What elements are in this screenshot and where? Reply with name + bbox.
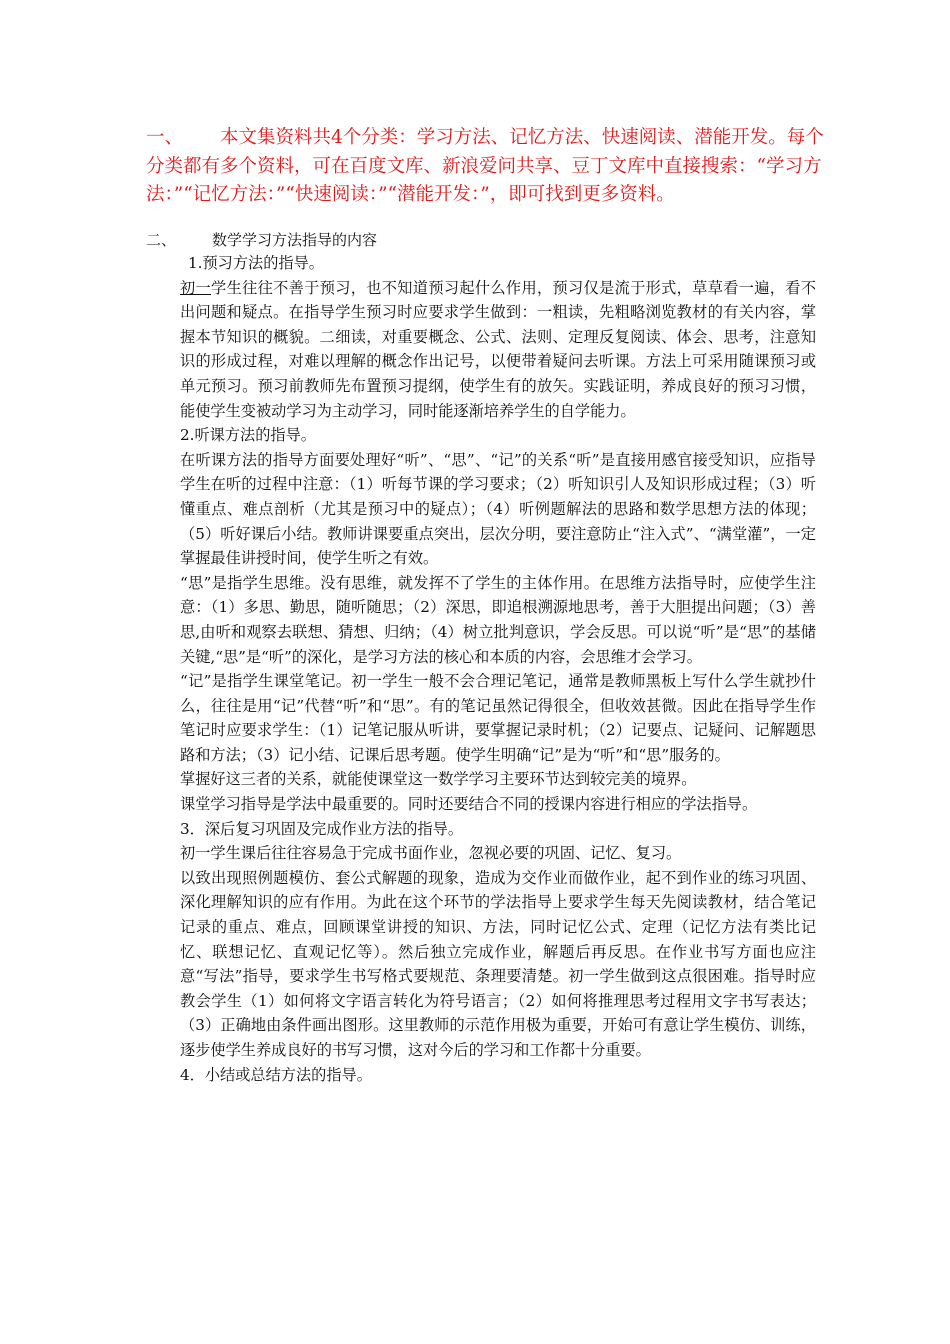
section-2-heading — [146, 228, 377, 252]
paragraph-thinking: “思”是指学生思维。没有思维，就发挥不了学生的主体作用。在思维方法指导时，应使学生注意：（1）多思、勤思，随听随思；（2）深思，即追根溯源地思考，善于大胆提出问题；（3）善思,由听和观察去联想、猜想、归纳；（4）树立批判意识，学会反思。可以说“听”是“思”的基储关键,“思”是“听”的深化，是学习方法的核心和本质的内容，会思维才会学习。 — [180, 573, 816, 666]
subheading-preview: 1.预习方法的指导。 — [188, 254, 324, 272]
section-2-number: 二、 — [146, 231, 177, 249]
subheading-listening: 2.听课方法的指导。 — [180, 426, 316, 445]
section-1-notice — [146, 124, 826, 210]
paragraph-listening: 在听课方法的指导方面要处理好“听”、“思”、“记”的关系“听”是直接用感官接受知识，应指导学生在听的过程中注意：（1）听每节课的学习要求；（2）听知识引人及知识形成过程；（3）听懂重点、难点剖析（尤其是预习中的疑点）；（4）听例题解法的思路和数学思想方法的体现；（5）听好课后小结。教师讲课要重点突出，层次分明，要注意防止“注入式”、“满堂灌”，一定掌握最佳讲授时间，使学生听之有效。 — [180, 450, 816, 568]
paragraph-preview — [180, 276, 816, 424]
paragraph-notes: “记”是指学生课堂笔记。初一学生一般不会合理记笔记，通常是教师黑板上写什么学生就抄什么，往往是用“记”代替“听”和“思”。有的笔记虽然记得很全，但收效甚微。因此在指导学生作笔记时应要求学生：（1）记笔记服从听讲，要掌握记录时机；（2）记要点、记疑问、记解题思路和方法；（3）记小结、记课后思考题。使学生明确“记”是为“听”和“思”服务的。 — [180, 672, 816, 764]
subheading-review: 3．深后复习巩固及完成作业方法的指导。 — [180, 819, 464, 838]
subheading-summary: 4．小结或总结方法的指导。 — [180, 1065, 372, 1084]
paragraph-preview-text: 学生往往不善于预习，也不知道预习起什么作用，预习仅是流于形式，草草看一遍，看不出问题和疑点。在指导学生预习时应要求学生做到：一粗读，先粗略浏览教材的有关内容，掌握本节知识的概貌。二细读，对重要概念、公式、法则、定理反复阅读、体会、思考，注意知识的形成过程，对难以理解的概念作出记号，以便带着疑问去听课。方法上可采用随课预习或单元预习。预习前教师先布置预习提纲，使学生有的放矢。实践证明，养成良好的预习习惯，能使学生变被动学习为主动学习，同时能逐渐培养学生的自学能力。 — [180, 278, 817, 420]
paragraph-class-guidance: 课堂学习指导是学法中最重要的。同时还要结合不同的授课内容进行相应的学法指导。 — [180, 795, 758, 814]
section-2-title: 数学学习方法指导的内容 — [212, 231, 378, 249]
paragraph-review: 以致出现照例题模仿、套公式解题的现象，造成为交作业而做作业，起不到作业的练习巩固、深化理解知识的应有作用。为此在这个环节的学法指导上要求学生每天先阅读教材，结合笔记记录的重点、难点，回顾课堂讲授的知识、方法，同时记忆公式、定理（记忆方法有类比记忆、联想记忆、直观记忆等）。然后独立完成作业，解题后再反思。在作业书写方面也应注意“写法”指导，要求学生书写格式要规范、条理要清楚。初一学生做到这点很困难。指导时应教会学生（1）如何将文字语言转化为符号语言；（2）如何将推理思考过程用文字书写表达；（3）正确地由条件画出图形。这里教师的示范作用极为重要，开始可有意让学生模仿、训练，逐步使学生养成良好的书写习惯，这对今后的学习和工作都十分重要。 — [180, 868, 816, 1059]
section-1-number: 一、 — [146, 127, 184, 148]
paragraph-preview-lead: 初一 — [180, 278, 212, 297]
paragraph-review-intro: 初一学生课后往往容易急于完成书面作业，忽视必要的巩固、记忆、复习。 — [180, 844, 682, 863]
paragraph-relation: 掌握好这三者的关系，就能使课堂这一数学学习主要环节达到较完美的境界。 — [180, 770, 697, 789]
document-body — [180, 251, 816, 1087]
section-1-text: 本文集资料共4个分类：学习方法、记忆方法、快速阅读、潜能开发。每个分类都有多个资料，可在百度文库、新浪爱问共享、豆丁文库中直接搜索：“学习方法：”“记忆方法：”“快速阅读：”“潜能开发：”，即可找到更多资料。 — [146, 127, 824, 205]
